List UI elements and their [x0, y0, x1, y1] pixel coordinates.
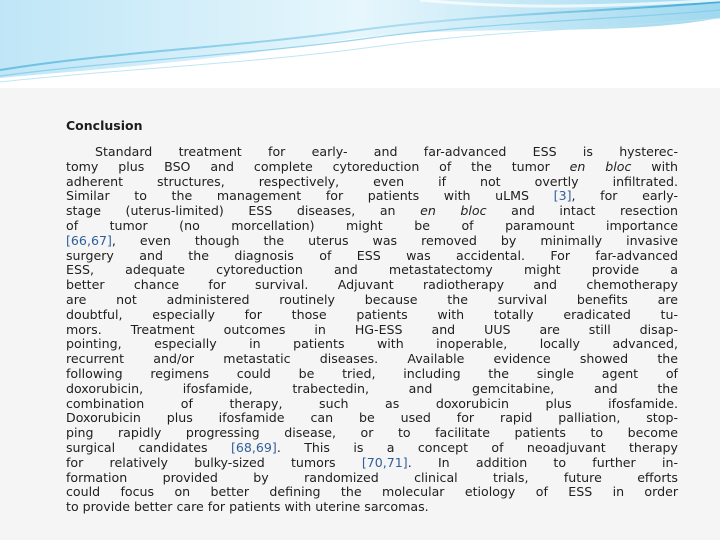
paragraph-line	[66, 160, 678, 175]
paragraph-line	[66, 175, 678, 190]
text-run: could focus on better defining the molecular etiology of ESS in order	[66, 484, 678, 500]
text-run: ping rapidly progressing disease, or to facilitate patients to become	[66, 425, 678, 441]
paragraph-line	[66, 471, 678, 486]
paragraph-line	[66, 234, 678, 249]
text-run: , even though the uterus was removed by minimally invasive	[111, 232, 678, 248]
text-run: , for early-	[571, 188, 679, 204]
italic-term: en bloc	[420, 203, 487, 219]
paragraph-line	[66, 145, 678, 160]
citation-link[interactable]: [66,67]	[66, 232, 112, 248]
text-run: stage (uterus-limited) ESS diseases, an	[66, 203, 421, 219]
paragraph-line	[66, 249, 678, 264]
text-run: Similar to the management for patients with uLMS	[66, 188, 554, 204]
text-run: formation provided by randomized clinical trials, future efforts	[66, 469, 678, 485]
text-run: . This is a concept of neoadjuvant therapy	[276, 439, 679, 455]
paragraph-line	[66, 411, 678, 426]
text-run: Standard treatment for early- and far-advanced ESS is hysterec-	[95, 144, 678, 159]
text-run: tomy plus BSO and complete cytoreduction of the tumor	[66, 158, 570, 174]
text-run: with	[631, 158, 678, 174]
text-run: mors. Treatment outcomes in HG-ESS and UUS are still disap-	[66, 321, 678, 337]
citation-link[interactable]: [70,71]	[361, 454, 408, 470]
paragraph-line	[66, 352, 678, 367]
paragraph-line	[66, 219, 678, 234]
text-run: doubtful, especially for those patients with totally eradicated tu-	[66, 306, 678, 322]
text-run: recurrent and/or metastatic diseases. Available evidence showed the	[66, 351, 678, 367]
text-run: surgery and the diagnosis of ESS was accidental. For far-advanced	[66, 247, 678, 263]
paragraph-line	[66, 485, 678, 500]
paragraph-line	[66, 367, 678, 382]
text-run: and intact resection	[486, 203, 678, 219]
paragraph-line	[66, 426, 678, 441]
text-run: ESS, adequate cytoreduction and metastatectomy might provide a	[66, 262, 678, 278]
paragraph-line	[66, 456, 678, 471]
text-run: doxorubicin, ifosfamide, trabectedin, and gemcitabine, and the	[66, 380, 678, 396]
italic-term: en bloc	[569, 158, 632, 174]
paragraph-line	[66, 263, 678, 278]
paragraph-line	[66, 293, 678, 308]
paragraph-line	[66, 397, 678, 412]
text-run: better chance for survival. Adjuvant radiotherapy and chemotherapy	[66, 277, 678, 293]
text-run: . In addition to further in-	[407, 454, 678, 470]
body-paragraph	[66, 145, 678, 515]
paragraph-line	[66, 308, 678, 323]
text-run: adherent structures, respectively, even if not overtly infiltrated.	[66, 173, 678, 189]
text-run: following regimens could be tried, including the single agent of	[66, 365, 678, 381]
paragraph-line	[66, 441, 678, 456]
text-run: are not administered routinely because the survival benefits are	[66, 291, 678, 307]
text-run: of tumor (no morcellation) might be of paramount importance	[66, 217, 678, 233]
text-run: surgical candidates	[66, 439, 231, 455]
paragraph-line	[66, 382, 678, 397]
paragraph-line	[66, 337, 678, 352]
text-run: for relatively bulky-sized tumors	[66, 454, 362, 470]
text-run: Doxorubicin plus ifosfamide can be used for rapid palliation, stop-	[66, 410, 678, 426]
citation-link[interactable]: [3]	[553, 188, 572, 204]
paragraph-line	[66, 278, 678, 293]
paragraph-line	[66, 323, 678, 338]
article-section	[66, 117, 678, 515]
section-heading: Conclusion	[66, 118, 143, 133]
paragraph-line	[66, 189, 678, 204]
decorative-wave-header	[0, 0, 720, 95]
citation-link[interactable]: [68,69]	[230, 439, 277, 455]
text-run: to provide better care for patients with uterine sarcomas.	[66, 499, 429, 515]
text-run: pointing, especially in patients with inoperable, locally advanced,	[66, 336, 678, 352]
paragraph-line	[66, 204, 678, 219]
paragraph-line	[66, 500, 678, 515]
text-run: combination of therapy, such as doxorubicin plus ifosfamide.	[66, 395, 678, 411]
